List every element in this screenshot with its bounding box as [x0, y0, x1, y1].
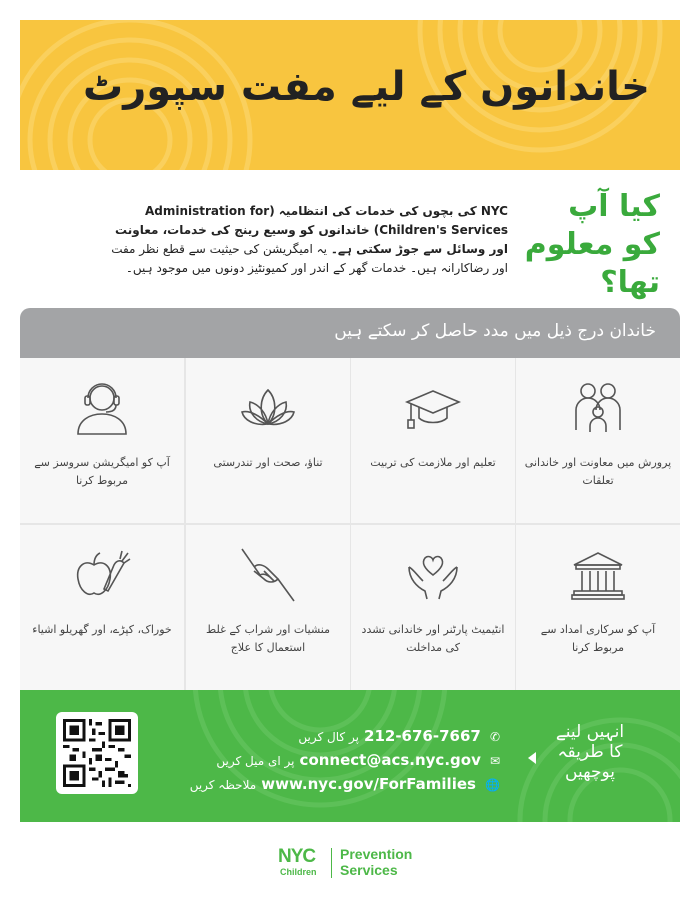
- government-building-icon: [568, 545, 628, 605]
- services-grid: [20, 358, 680, 690]
- service-label: انٹیمیٹ پارٹنر اور خاندانی تشدد کی مداخلت: [361, 623, 505, 654]
- page-title: خاندانوں کے لیے مفت سپورٹ: [83, 64, 650, 110]
- family-icon: [568, 378, 628, 438]
- contact-footer: [20, 690, 680, 822]
- ask-heading: [530, 722, 650, 782]
- phone-icon: ✆: [489, 730, 500, 744]
- helping-hand-icon: [238, 545, 298, 605]
- website-link[interactable]: www.nyc.gov/ForFamilies: [261, 775, 476, 793]
- logo-prevention-services: [340, 846, 412, 878]
- phone-row[interactable]: [298, 726, 500, 748]
- phone-suffix: پر کال کریں: [298, 730, 359, 744]
- globe-icon: 🌐: [485, 778, 500, 792]
- qr-code[interactable]: [56, 712, 138, 794]
- logo-services: Services: [340, 862, 398, 878]
- nyc-children-logo: [278, 846, 438, 880]
- intro-description-rest: یہ امیگریشن کی حیثیت سے قطع نظر مفت اور رضاکارانہ ہیں۔ خدمات گھر کے اندر اور کمیونٹیز دونوں میں موجود ہیں۔: [111, 242, 508, 275]
- apple-carrot-icon: [72, 545, 132, 605]
- email-address[interactable]: connect@acs.nyc.gov: [299, 751, 481, 769]
- did-you-know-line: تھا؟: [600, 265, 660, 300]
- service-label: خوراک، کپڑے، اور گھریلو اشیاء: [32, 623, 172, 636]
- email-row[interactable]: [216, 750, 500, 772]
- service-label: منشیات اور شراب کے غلط استعمال کا علاج: [206, 623, 330, 654]
- service-label: تناؤ، صحت اور تندرستی: [213, 456, 323, 469]
- web-row[interactable]: [190, 774, 500, 796]
- intro-description-bold: NYC کی بچوں کی خدمات کی انتظامیہ (Administration for Children's Services) خاندانوں کو وسیع رینج کی خدمات، معاونت اور وسائل سے جوڑ سکتی ہے۔: [115, 204, 508, 256]
- ask-line: انہیں لینے: [555, 722, 625, 742]
- service-card: [351, 358, 515, 523]
- service-label: آپ کو سرکاری امداد سے مربوط کرنا: [540, 623, 656, 654]
- did-you-know-line: کو معلوم: [524, 227, 660, 262]
- logo-children: Children: [280, 867, 317, 877]
- header-banner: [20, 20, 680, 170]
- did-you-know-heading: [510, 188, 660, 302]
- logo-nyc: NYC: [278, 846, 316, 867]
- intro-description: [98, 202, 508, 278]
- headset-person-icon: [72, 378, 132, 438]
- email-suffix: پر ای میل کریں: [216, 754, 295, 768]
- service-label: آپ کو امیگریشن سروسز سے مربوط کرنا: [34, 456, 170, 487]
- service-card: [20, 525, 184, 690]
- graduation-cap-icon: [403, 378, 463, 438]
- intro-section: [20, 188, 680, 300]
- heart-hands-icon: [403, 545, 463, 605]
- service-label: تعلیم اور ملازمت کی تربیت: [370, 456, 496, 469]
- service-card: [186, 358, 350, 523]
- qr-code-image: [63, 719, 131, 787]
- lotus-icon: [238, 378, 298, 438]
- logo-divider: [331, 848, 332, 878]
- service-card: [516, 358, 680, 523]
- envelope-icon: ✉: [489, 754, 500, 768]
- logo-prevention: Prevention: [340, 846, 413, 862]
- ask-line: کا طریقہ: [557, 742, 623, 762]
- service-card: [516, 525, 680, 690]
- service-label: پرورش میں معاونت اور خاندانی تعلقات: [524, 456, 672, 487]
- service-card: [351, 525, 515, 690]
- service-card: [186, 525, 350, 690]
- ask-line: پوچھیں: [565, 762, 615, 782]
- did-you-know-line: کیا آپ: [568, 189, 660, 224]
- services-banner-label: خاندان درج ذیل میں مدد حاصل کر سکتے ہیں: [334, 321, 656, 341]
- service-card: [20, 358, 184, 523]
- web-suffix: ملاحظہ کریں: [189, 778, 257, 792]
- phone-number[interactable]: 212-676-7667: [364, 727, 481, 745]
- services-banner: [20, 308, 680, 358]
